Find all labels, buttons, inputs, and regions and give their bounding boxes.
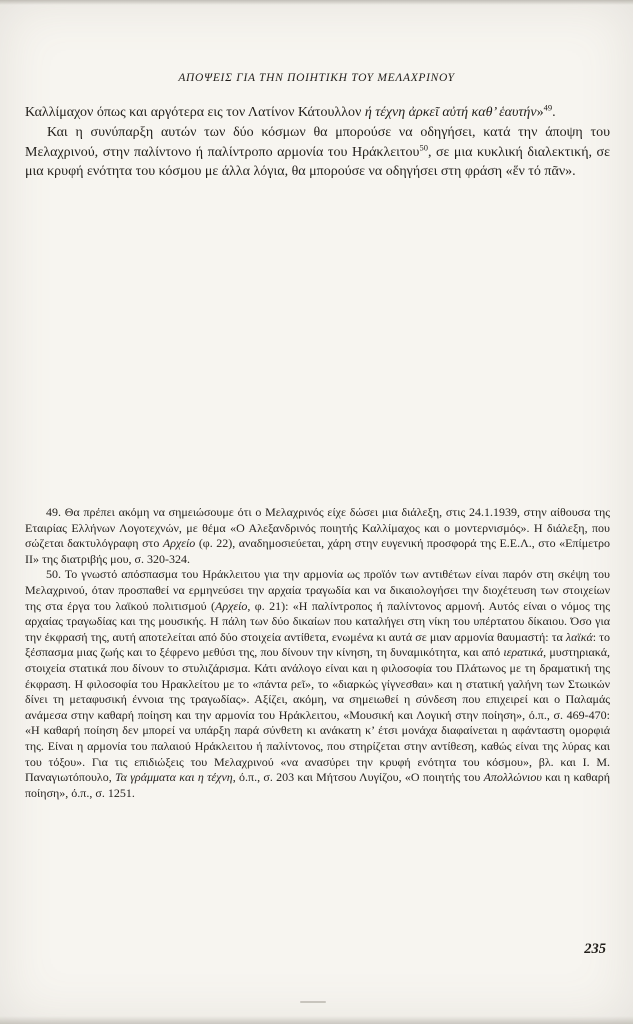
- text-run: .: [552, 105, 556, 120]
- text-run: Καλλίμαχον όπως και αργότερα εις τον Λατίνον Κάτουλλον: [25, 105, 365, 120]
- text-run: 49. Θα πρέπει ακόμη να σημειώσουμε ότι ο Μελαχρινός είχε δώσει μια διάλεξη, στις 24.1.1939, στην αίθουσα της Εταιρίας Ελλήνων Λογοτεχνών, με θέμα «Ο Αλεξανδρινός ποιητής Καλλίμαχος και ο μοντερνισμός». Η διάλεξη, που σώζεται δακτυλόγραφη στο: [25, 505, 610, 551]
- text-run: 50. Το γνωστό απόσπασμα του Ηράκλειτου για την αρμονία ως προϊόν των αντιθέτων είναι παρόν στη σκέψη του Μελαχρινού, όταν προσπαθεί να ερμηνεύσει την αρχαία τραγωδία και να δικαιολογήσει την διοχέτευση των στοιχείων της στα έργα του λαϊκού πολιτισμού (: [25, 567, 610, 613]
- footnotes-section: [25, 505, 610, 801]
- italic-text-run: Απολλώνιου: [483, 770, 542, 785]
- text-run: και η καθαρή ποίηση», ό.π., σ. 1251.: [25, 770, 610, 800]
- text-run: (φ. 22), αναδημοσιεύεται, χάρη στην ευγενική προσφορά της Ε.Ε.Λ., στο «Επίμετρο ΙΙ» της διατριβής μου, σ. 320-324.: [25, 536, 611, 566]
- italic-text-run: Αρχείο: [162, 536, 196, 551]
- italic-text-run: ιερατικά: [503, 645, 544, 660]
- body-paragraph-2: [25, 123, 610, 182]
- text-run: Και η συνύπαρξη αυτών των δύο κόσμων θα μπορούσε να οδηγήσει, κατά την άποψη του Μελαχρινού, στην παλίντονο ή παλίντροπο αρμονία του Ηράκλειτου: [25, 124, 610, 160]
- footnote-50: [25, 567, 610, 801]
- scan-edge-bottom: [0, 1016, 633, 1024]
- footnote-ref: 49: [543, 102, 553, 113]
- footnote-49: [25, 505, 610, 567]
- text-run: , μυστηριακά, στοιχεία στατικά που δίνουν το στυλιζάρισμα. Κάτι ανάλογο είναι και η φιλοσοφία του Πλάτωνος με τη δραματική της έκφραση. Η φιλοσοφία του Ηρακλείτου με το «πάντα ρεῖ», το «διαρκώς γίγνεσθαι» και η στατική γαλήνη των Στωικών δίνει τη μεταφυσική έννοια της τραγωδίας». Αξίζει, ακόμη, να σημειωθεί η σύνδεση που επιχειρεί και ο Παλαμάς ανάμεσα στην καθαρή ποίηση και την αρμονία του Ηράκλειτου, «Μουσική και Λογική στην ποίηση», ό.π., σ. 469-470: «Η καθαρή ποίηση δεν μπορεί να υπάρξη παρά σύνθετη κι ανάκατη κ’ έτσι μονάχα διαφαίνεται η αφάνταστη ομορφιά της. Είναι η αρμονία του παλαιού Ηράκλειτου ή παλίντονος, που στηρίζεται στην αντίθεση, καθώς είναι της λύρας και του τόξου». Για τις επιδιώξεις του Μελαχρινού «να ανασύρει την κρυφή ενότητα του κόσμου», βλ. και Ι. Μ. Παναγιωτόπουλο,: [25, 645, 610, 785]
- italic-text-run: λαϊκά: [565, 629, 593, 644]
- italic-text-run: ή τέχνη ἀρκεῖ αὐτή καθ’ ἑαυτήν: [364, 105, 537, 120]
- body-paragraph-1: [25, 103, 610, 123]
- italic-text-run: Αρχείο: [214, 598, 248, 613]
- scan-smudge: [300, 1001, 326, 1003]
- page-number: 235: [584, 941, 606, 957]
- text-run: , ό.π., σ. 203 και Μήτσου Λυγίζου, «Ο ποιητής του: [232, 770, 484, 785]
- text-run: , φ. 21): «Η παλίντροπος ή παλίντονος αρμονή. Αυτός είναι ο νόμος της αρχαίας τραγωδίας και της μουσικής. Η πάλη των δύο δικαίων που καταλήγει στη νίκη του υπέρτατου δίκαιου. Όσο για την έκφρασή της, αυτή αποτελείται από δύο στοιχεία αντίθετα, ενωμένα κι αυτά σε μιαν αρμονία θαυμαστή: τα: [25, 598, 610, 644]
- body-text: [25, 103, 610, 182]
- scan-edge-top: [0, 0, 633, 5]
- text-run: »: [536, 105, 544, 120]
- text-run: , σε μια κυκλική διαλεκτική, σε μια κρυφή ενότητα του κόσμου με άλλα λόγια, θα μπορούσε να οδηγήσει στη φράση «ἕν τό πᾶν».: [25, 144, 610, 180]
- running-head: ΑΠΟΨΕΙΣ ΓΙΑ ΤΗΝ ΠΟΙΗΤΙΚΗ ΤΟΥ ΜΕΛΑΧΡΙΝΟΥ: [178, 72, 455, 84]
- footnote-ref: 50: [419, 141, 428, 152]
- text-run: : το ξέσπασμα μιας ζωής και το ξέφρενο μεθύσι της, που δίνουν την κίνηση, τη δυναμικότητα, και από: [25, 629, 610, 660]
- italic-text-run: Τα γράμματα και η τέχνη: [115, 770, 233, 785]
